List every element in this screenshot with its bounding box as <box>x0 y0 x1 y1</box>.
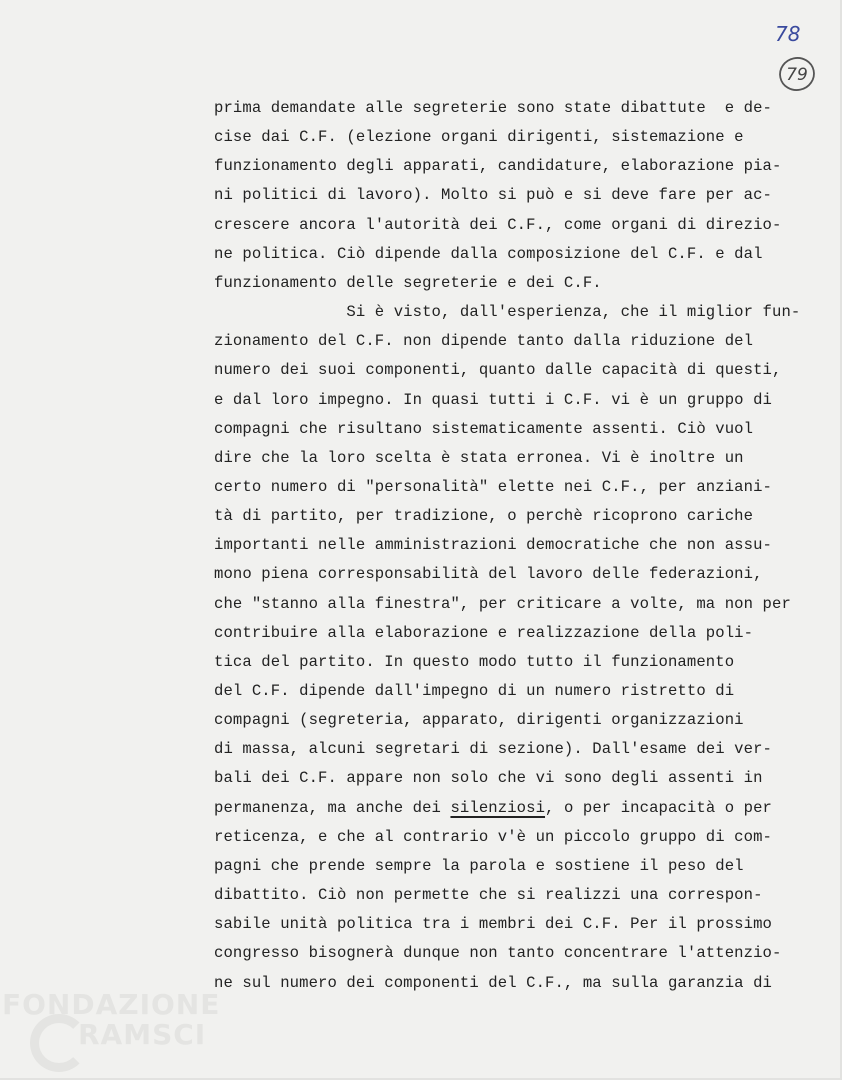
watermark-logo <box>0 988 220 1080</box>
text-line-underlined <box>214 797 772 819</box>
text-line: che "stanno alla finestra", per criticare a volte, ma non per <box>214 594 791 613</box>
text-line: ne politica. Ciò dipende dalla composizione del C.F. e dal <box>214 244 763 263</box>
text-line: tica del partito. In questo modo tutto il funzionamento <box>214 652 735 671</box>
text-segment: , o per incapacità o per <box>545 798 773 817</box>
watermark-line-1: FONDAZIONE <box>2 988 221 1021</box>
text-line: bali dei C.F. appare non solo che vi sono degli assenti in <box>214 769 763 788</box>
circled-number-text: 79 <box>786 65 808 85</box>
text-line: compagni (segreteria, apparato, dirigenti organizzazioni <box>214 711 744 730</box>
text-line: Si è visto, dall'esperienza, che il miglior fun- <box>214 303 801 322</box>
circled-number-svg <box>777 54 817 94</box>
text-line: contribuire alla elaborazione e realizzazione della poli- <box>214 623 754 642</box>
text-line: funzionamento degli apparati, candidature, elaborazione pia- <box>214 157 782 176</box>
text-line: certo numero di "personalità" elette nei C.F., per anziani- <box>214 477 773 496</box>
text-line: crescere ancora l'autorità dei C.F., come organi di direzio- <box>214 215 782 234</box>
text-line: ne sul numero dei componenti del C.F., ma sulla garanzia di <box>214 973 773 992</box>
text-line: sabile unità politica tra i membri dei C.F. Per il prossimo <box>214 915 773 934</box>
text-line: zionamento del C.F. non dipende tanto dalla riduzione del <box>214 332 754 351</box>
text-line: compagni che risultano sistematicamente assenti. Ciò vuol <box>214 419 754 438</box>
text-line: cise dai C.F. (elezione organi dirigenti, sistemazione e <box>214 128 744 147</box>
page-number: 78 <box>775 22 801 46</box>
text-line: ni politici di lavoro). Molto si può e si deve fare per ac- <box>214 186 773 205</box>
underlined-word: silenziosi <box>450 798 546 817</box>
text-line: del C.F. dipende dall'impegno di un numero ristretto di <box>214 682 735 700</box>
text-line: reticenza, e che al contrario v'è un piccolo gruppo di com- <box>214 827 773 846</box>
text-segment: permanenza, ma anche dei <box>214 798 451 817</box>
text-line: mono piena corresponsabilità del lavoro delle federazioni, <box>214 565 763 584</box>
text-line: pagni che prende sempre la parola e sostiene il peso del <box>214 856 744 875</box>
watermark-line-2: RAMSCI <box>78 1018 207 1051</box>
text-line: tà di partito, per tradizione, o perchè ricoprono cariche <box>214 507 754 526</box>
text-line: funzionamento delle segreterie e dei C.F. <box>214 273 602 292</box>
circled-page-number <box>777 54 817 94</box>
text-line: congresso bisognerà dunque non tanto concentrare l'attenzio- <box>214 944 782 963</box>
text-line: di massa, alcuni segretari di sezione). Dall'esame dei ver- <box>214 740 773 759</box>
text-line: dire che la loro scelta è stata erronea. Vi è inoltre un <box>214 448 744 467</box>
watermark-g-icon <box>30 1014 88 1072</box>
text-line: numero dei suoi componenti, quanto dalle capacità di questi, <box>214 361 782 380</box>
text-line: dibattito. Ciò non permette che si realizzi una correspon- <box>214 886 763 905</box>
text-line: e dal loro impegno. In quasi tutti i C.F. vi è un gruppo di <box>214 390 773 409</box>
text-line: importanti nelle amministrazioni democratiche che non assu- <box>214 536 773 555</box>
text-line: prima demandate alle segreterie sono state dibattute e de- <box>214 99 773 117</box>
